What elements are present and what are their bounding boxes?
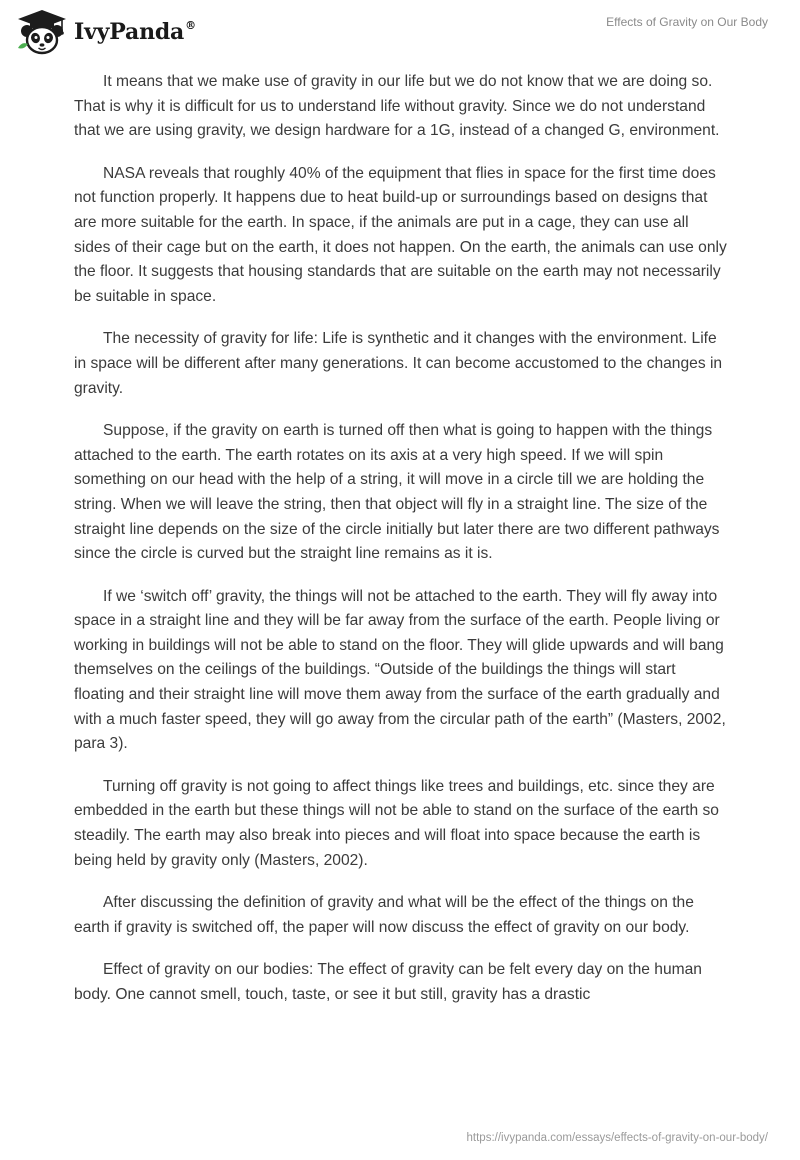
paragraph: It means that we make use of gravity in our life but we do not know that we are doing so. That is why it is difficult for us to understand life without gravity. Since we do not understand that we are using gravity, we design hardware for a 1G, instead of a changed G, environment.: [74, 73, 720, 140]
paragraph: NASA reveals that roughly 40% of the equipment that flies in space for the first time does not function properly. It happens due to heat build-up or surroundings based on designs that are more suitable for the earth. In space, if the animals are put in a cage, they can use all sides of their cage but on the earth, it does not happen. On the earth, the animals can use only the floor. It suggests that housing standards that are suitable on the earth may not necessarily be suitable in space.: [74, 164, 727, 305]
page-title: Effects of Gravity on Our Body: [606, 15, 768, 29]
ivypanda-logo[interactable]: [14, 8, 196, 56]
paragraph: The necessity of gravity for life: Life is synthetic and it changes with the environment. Life in space will be different after many generations. It can become accustomed to the changes in gravity.: [74, 330, 723, 397]
source-url-link[interactable]: https://ivypanda.com/essays/effects-of-gravity-on-our-body/: [466, 1132, 768, 1144]
paragraph: Effect of gravity on our bodies: The effect of gravity can be felt every day on the human body. One cannot smell, touch, taste, or see it but still, gravity has a drastic: [74, 961, 702, 1003]
paragraph: If we ‘switch off’ gravity, the things will not be attached to the earth. They will fly away into space in a straight line and they will be far away from the surface of the earth. People living or working in buildings will not be able to stand on the floor. They will glide upwards and will bang themselves on the ceilings of the buildings. “Outside of the buildings the things will start floating and their straight line will move them away from the surface of the earth gradually and with a much faster speed, they will go away from the circular path of the earth” (Masters, 2002, para 3).: [74, 587, 726, 753]
page-header: [0, 0, 800, 64]
essay-body: [74, 70, 728, 1026]
paragraph: Suppose, if the gravity on earth is turned off then what is going to happen with the things attached to the earth. The earth rotates on its axis at a very high speed. If we will spin something on our head with the help of a string, it will move in a circle till we are holding the string. When we will leave the string, then that object will fly in a straight line. The size of the straight line depends on the size of the circle initially but later there are two different pathways since the circle is curved but the straight line remains as it is.: [74, 422, 720, 563]
paragraph: Turning off gravity is not going to affect things like trees and buildings, etc. since they are embedded in the earth but these things will not be able to stand on the surface of the earth so steadily. The earth may also break into pieces and will float into space because the earth is being held by gravity only (Masters, 2002).: [74, 777, 719, 869]
paragraph: After discussing the definition of gravity and what will be the effect of the things on the earth if gravity is switched off, the paper will now discuss the effect of gravity on our body.: [74, 894, 694, 936]
panda-graduate-icon: [14, 8, 70, 56]
brand-name: IvyPanda®: [74, 19, 196, 45]
